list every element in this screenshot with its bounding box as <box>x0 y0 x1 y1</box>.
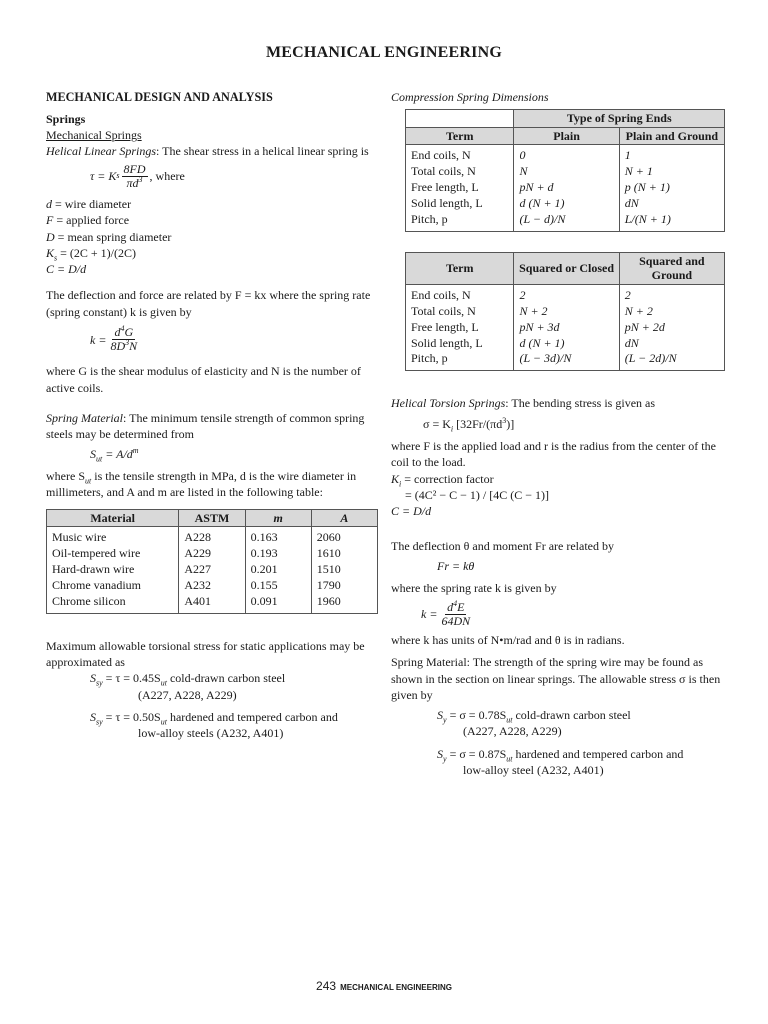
ki-lhs: K <box>391 471 400 486</box>
type-of-spring-ends-header: Type of Spring Ends <box>514 110 725 127</box>
shear-modulus-paragraph: where G is the shear modulus of elasticity and N is the number of active coils. <box>46 364 361 395</box>
def-d <box>46 196 378 212</box>
sigma-lhs: σ = K <box>423 416 451 431</box>
helical-linear-label: Helical Linear Springs <box>46 144 156 159</box>
th-material: Material <box>47 509 179 526</box>
left-column <box>46 89 378 742</box>
cell: dN <box>619 336 724 352</box>
units-paragraph: where k has units of N•m/rad and θ is in radians. <box>391 632 625 647</box>
right-column <box>391 89 725 778</box>
applied-load-paragraph: where F is the applied load and r is the radius from the center of the coil to the load. <box>391 439 716 470</box>
sy1-sub: y <box>443 715 447 725</box>
table-row <box>47 578 378 594</box>
t1-th-plain-ground: Plain and Ground <box>619 127 724 144</box>
ssy-equation-2 <box>46 709 378 725</box>
cell: 2 <box>514 284 619 303</box>
cell: 1 <box>619 145 724 164</box>
ssy2-tail: hardened and tempered carbon and <box>166 710 338 725</box>
sut-where-paragraph <box>46 468 378 501</box>
cell: N + 2 <box>514 304 619 320</box>
t2-th-squared-closed: Squared or Closed <box>514 252 619 284</box>
cell: pN + d <box>514 180 619 196</box>
sy1-tail: cold-drawn carbon steel <box>512 708 631 723</box>
torsion-material-paragraph: Spring Material: The strength of the spring wire may be found as shown in the section on linear springs. The allowable stress σ is then given by <box>391 655 721 702</box>
cell: Total coils, N <box>406 304 514 320</box>
cell: Pitch, p <box>406 351 514 370</box>
torsion-text: : The bending stress is given as <box>505 396 656 411</box>
ki-sub: i <box>399 479 402 489</box>
t2-th-term: Term <box>406 252 514 284</box>
cell: Solid length, L <box>406 336 514 352</box>
cell: A228 <box>179 527 245 546</box>
table-row <box>47 546 378 562</box>
cell: 1510 <box>311 562 377 578</box>
cell: 0 <box>514 145 619 164</box>
ssy1-mid: = τ = 0.45S <box>102 671 161 686</box>
tau-suffix: , where <box>149 169 185 184</box>
cell: Music wire <box>47 527 179 546</box>
sut-where-sub: ut <box>85 476 92 486</box>
page-number: 243 <box>316 979 337 993</box>
cell: Free length, L <box>406 180 514 196</box>
max-stress-paragraph: Maximum allowable torsional stress for static applications may be approximated as <box>46 638 365 670</box>
spring-material-paragraph <box>46 410 378 443</box>
deflection-paragraph: The deflection and force are related by F = kx where the spring rate (spring constant) k is given by <box>46 288 371 319</box>
def-D-sym: D <box>46 229 55 244</box>
ks-rhs: = (2C + 1)/(2C) <box>57 245 137 260</box>
sut-where-b: is the tensile strength in MPa, d is the wire diameter in millimeters, and A and m are listed in the following table: <box>46 469 357 500</box>
def-c: C = D/d <box>46 262 87 277</box>
ssy-equation-1 <box>46 670 378 686</box>
table-row <box>406 180 725 196</box>
def-d-text: = wire diameter <box>52 196 132 211</box>
mechanical-springs-heading: Mechanical Springs <box>46 127 142 142</box>
k-den-tail: N <box>129 339 138 354</box>
cell: A232 <box>179 578 245 594</box>
cell: dN <box>619 196 724 212</box>
k-num-sup: 4 <box>120 324 125 334</box>
cell: N + 1 <box>619 164 724 180</box>
cell: (L − 2d)/N <box>619 351 724 370</box>
shear-stress-equation: τ = K s $\frac{8FD}{\pi d^3}$ , where <box>90 161 185 190</box>
tk-num-sup: 4 <box>453 598 458 608</box>
sut-rhs: = A/d <box>102 446 133 461</box>
ks-lhs: K <box>46 245 55 260</box>
cell: 1960 <box>311 594 377 613</box>
th-a: A <box>311 509 377 526</box>
sy2-mid: = σ = 0.87S <box>446 746 507 761</box>
k-lhs: k = <box>90 332 107 347</box>
table-row <box>406 284 725 303</box>
k-den-text: 8D <box>110 339 126 354</box>
sy2-sub2: ut <box>506 754 513 764</box>
th-astm: ASTM <box>179 509 245 526</box>
sy-note-2: low-alloy steel (A232, A401) <box>463 763 604 778</box>
cell: 2 <box>619 284 724 303</box>
cell: p (N + 1) <box>619 180 724 196</box>
sigma-end: )] <box>506 416 515 431</box>
cell: Solid length, L <box>406 196 514 212</box>
table-row <box>47 594 378 613</box>
k-fraction <box>108 326 139 353</box>
sy-note-1: (A227, A228, A229) <box>463 724 562 739</box>
ki-formula: = (4C² − C − 1) / [4C (C − 1)] <box>405 487 549 502</box>
k-num-tail: G <box>124 325 134 340</box>
sy2-sub: y <box>443 754 447 764</box>
sy1-lhs: S <box>437 708 443 723</box>
helical-linear-paragraph <box>46 143 378 159</box>
ki-definition <box>391 471 725 487</box>
bending-stress-equation <box>391 416 725 432</box>
cell: A227 <box>179 562 245 578</box>
spring-rate-equation <box>46 326 378 353</box>
cell: Chrome silicon <box>47 594 179 613</box>
def-f <box>46 212 378 228</box>
ssy1-sub: sy <box>96 678 103 688</box>
tau-fraction <box>122 163 148 190</box>
spring-rate-paragraph: where the spring rate k is given by <box>391 581 557 596</box>
tk-fraction <box>439 598 472 628</box>
sy2-tail: hardened and tempered carbon and <box>512 746 684 761</box>
material-table <box>46 509 378 614</box>
tk-denominator: 64DN <box>441 613 471 628</box>
cell: Free length, L <box>406 320 514 336</box>
ssy2-sub: sy <box>96 717 103 727</box>
table-row <box>406 320 725 336</box>
spring-material-text: : The minimum tensile strength of common spring steels may be determined from <box>46 411 365 442</box>
t1-th-plain: Plain <box>514 127 619 144</box>
spring-dimensions-table-2 <box>405 252 725 372</box>
def-f-text: = applied force <box>53 213 130 228</box>
table-row <box>406 304 725 320</box>
tk-lhs: k = <box>421 607 438 622</box>
compression-spring-title: Compression Spring Dimensions <box>391 90 549 104</box>
cell: pN + 3d <box>514 320 619 336</box>
k-denominator <box>108 340 139 353</box>
variable-definitions <box>46 196 378 278</box>
cell: N + 2 <box>619 304 724 320</box>
table-row <box>406 336 725 352</box>
ks-sub: s <box>54 253 58 263</box>
sy-equation-2 <box>391 746 725 762</box>
cell: Oil-tempered wire <box>47 546 179 562</box>
cell: Pitch, p <box>406 212 514 231</box>
tau-numerator: 8FD <box>123 161 146 176</box>
cell: N <box>514 164 619 180</box>
tk-numerator <box>445 598 466 615</box>
sy-equation-1 <box>391 707 725 723</box>
table1-header-row <box>406 127 725 144</box>
sy1-sub2: ut <box>506 715 513 725</box>
cell: A229 <box>179 546 245 562</box>
cell: (L − 3d)/N <box>514 351 619 370</box>
cell: 0.155 <box>245 578 311 594</box>
sy2-lhs: S <box>437 746 443 761</box>
tk-num-text: d <box>447 599 454 614</box>
cell: 2060 <box>311 527 377 546</box>
sigma-sup: 3 <box>502 415 507 425</box>
torsion-label: Helical Torsion Springs <box>391 396 506 411</box>
table-row <box>406 351 725 370</box>
table-row <box>47 562 378 578</box>
cell: Chrome vanadium <box>47 578 179 594</box>
spring-material-label: Spring Material <box>46 411 123 426</box>
def-D <box>46 229 378 245</box>
table-row <box>406 196 725 212</box>
k-den-sup: 3 <box>125 338 130 348</box>
sy1-mid: = σ = 0.78S <box>446 708 507 723</box>
sigma-sub: i <box>450 424 454 434</box>
def-f-sym: F <box>46 213 54 228</box>
cell: Total coils, N <box>406 164 514 180</box>
tensile-strength-equation <box>46 446 378 462</box>
sut-lhs: S <box>90 446 96 461</box>
helical-linear-text: : The shear stress in a helical linear spring is <box>156 144 369 159</box>
t1-th-term: Term <box>406 127 514 144</box>
def-ks <box>46 245 378 261</box>
moment-equation: Fr = kθ <box>437 558 475 573</box>
ki-rhs: = correction factor <box>401 471 494 486</box>
table2-header-row <box>406 252 725 284</box>
table-row <box>47 527 378 546</box>
tau-den-sup: 3 <box>138 174 143 184</box>
c-definition: C = D/d <box>391 504 432 519</box>
cell: 0.163 <box>245 527 311 546</box>
page-title: MECHANICAL ENGINEERING <box>266 44 502 61</box>
table1-blank-corner <box>406 110 514 127</box>
tau-lhs: τ = K <box>90 169 117 184</box>
cell: 0.091 <box>245 594 311 613</box>
cell: 1610 <box>311 546 377 562</box>
table-row <box>406 212 725 231</box>
cell: (L − d)/N <box>514 212 619 231</box>
table1-group-row <box>406 110 725 127</box>
cell: End coils, N <box>406 284 514 303</box>
cell: L/(N + 1) <box>619 212 724 231</box>
t2-th-squared-ground: Squared and Ground <box>619 252 724 284</box>
sut-sub: ut <box>96 454 103 464</box>
ssy2-sub2: ut <box>160 717 167 727</box>
ssy1-tail: cold-drawn carbon steel <box>166 671 286 686</box>
cell: d (N + 1) <box>514 196 619 212</box>
cell: d (N + 1) <box>514 336 619 352</box>
ssy1-sub2: ut <box>160 678 167 688</box>
spring-dimensions-table-1 <box>405 109 725 232</box>
ssy2-lhs: S <box>90 710 96 725</box>
cell: 0.193 <box>245 546 311 562</box>
cell: Hard-drawn wire <box>47 562 179 578</box>
def-d-sym: d <box>46 196 52 211</box>
torsion-paragraph <box>391 395 725 411</box>
k-num-text: d <box>114 325 121 340</box>
material-table-header <box>47 509 378 526</box>
footer-title: MECHANICAL ENGINEERING <box>340 983 452 992</box>
page-footer <box>0 978 768 995</box>
ssy2-mid: = τ = 0.50S <box>102 710 161 725</box>
table-row <box>406 145 725 164</box>
ssy-note-1: (A227, A228, A229) <box>138 687 237 702</box>
cell: End coils, N <box>406 145 514 164</box>
torsion-spring-rate-equation <box>391 598 725 628</box>
def-D-text: = mean spring diameter <box>54 229 172 244</box>
sut-where-a: where S <box>46 469 85 484</box>
cell: 1790 <box>311 578 377 594</box>
tau-den-text: πd <box>126 175 139 190</box>
tk-num-tail: E <box>457 599 465 614</box>
tau-denominator <box>125 174 145 190</box>
cell: pN + 2d <box>619 320 724 336</box>
table-row <box>406 164 725 180</box>
cell: A401 <box>179 594 245 613</box>
section-heading: MECHANICAL DESIGN AND ANALYSIS <box>46 90 273 104</box>
sut-sup: m <box>132 445 139 455</box>
springs-heading: Springs <box>46 111 86 126</box>
sigma-rest: [32Fr/(πd <box>453 416 503 431</box>
ssy-note-2: low-alloy steels (A232, A401) <box>138 726 284 741</box>
ssy1-lhs: S <box>90 671 96 686</box>
cell: 0.201 <box>245 562 311 578</box>
deflection-theta-paragraph: The deflection θ and moment Fr are related by <box>391 538 614 553</box>
th-m: m <box>245 509 311 526</box>
